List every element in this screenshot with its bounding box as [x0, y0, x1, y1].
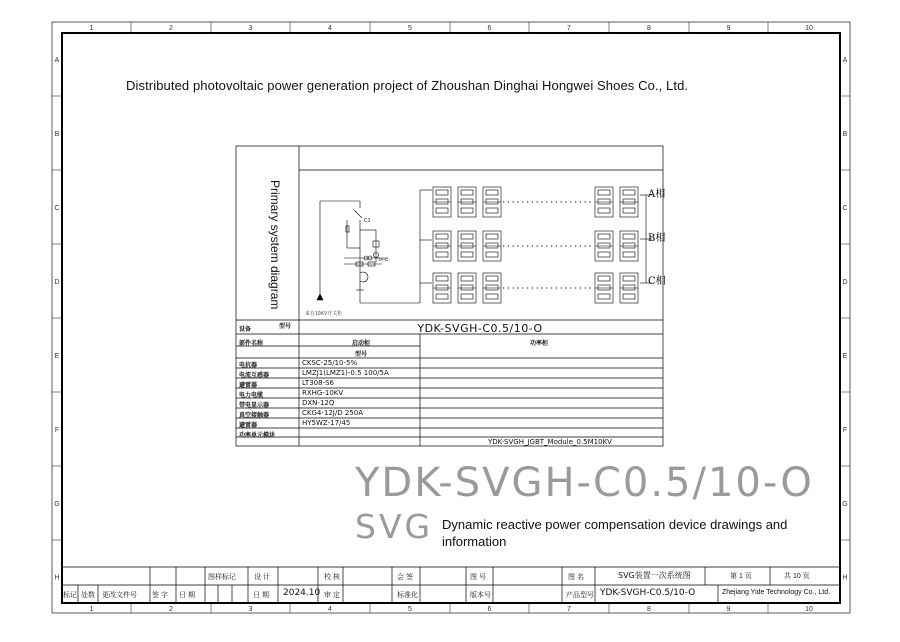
- grid-col-label: 8: [647, 606, 651, 613]
- grid-col-label: 4: [328, 606, 332, 613]
- param-label: 带电显示器: [239, 403, 270, 409]
- tb-approve: 审 定: [324, 592, 340, 599]
- param-label: 电流互感器: [239, 373, 270, 379]
- tb-check: 校 核: [324, 574, 340, 581]
- grid-col-label: 7: [567, 25, 571, 32]
- param-label: 功率单元模块: [239, 433, 276, 439]
- grid-col-label: 3: [248, 25, 253, 32]
- grid-col-label: 7: [567, 606, 571, 613]
- grid-col-label: 1: [89, 25, 94, 32]
- param-label: 真空接触器: [239, 413, 270, 419]
- tb-countersign: 会 签: [397, 574, 413, 581]
- grid-row-label: E: [54, 353, 60, 360]
- tb-date-1: 日 期: [179, 592, 195, 599]
- header-equipment: 设备: [239, 327, 252, 333]
- drawing-label: Primary system diagram: [268, 180, 282, 310]
- grid-row-label: H: [842, 574, 848, 582]
- tb-drawing-no: 图 号: [470, 574, 486, 581]
- grid-col-label: 9: [726, 25, 731, 32]
- grid-row-label: G: [842, 501, 848, 508]
- grid-col-label: 4: [328, 25, 332, 32]
- tb-sheet-total: 共 10 页: [784, 573, 810, 580]
- grid-row-label: H: [54, 574, 60, 582]
- grid-row-label: A: [54, 57, 60, 64]
- product-code: YDK-SVGH-C0.5/10-O: [355, 460, 814, 506]
- param-value: RXHG-10KV: [302, 389, 344, 397]
- grid-row-label: D: [54, 279, 60, 286]
- tb-standard: 标准化: [397, 592, 418, 599]
- grid-row-label: F: [842, 427, 848, 434]
- col-power: 功率柜: [530, 341, 549, 347]
- ct-label: TA-C: [378, 257, 389, 262]
- grid-col-label: 5: [408, 25, 412, 32]
- description: Dynamic reactive power compensation device drawings and information: [442, 517, 788, 549]
- param-value: CKG4-12J/D 250A: [302, 409, 363, 417]
- grid-row-label: E: [842, 353, 848, 360]
- header-model: 型号: [279, 324, 292, 330]
- grid-row-label: G: [54, 501, 60, 508]
- grid-row-label: B: [54, 131, 60, 138]
- param-label: 避雷器: [239, 423, 258, 429]
- tb-date-2: 日 期: [253, 592, 269, 599]
- tb-change-doc: 更改文件号: [102, 592, 137, 599]
- source-note: 来自10KV开关柜: [305, 311, 343, 317]
- param-label: 避雷器: [239, 383, 258, 389]
- tb-drawing-mark: 图样标记: [208, 574, 236, 581]
- tb-product-model: YDK-SVGH-C0.5/10-O: [600, 588, 696, 598]
- grid-row-label: D: [842, 279, 848, 286]
- project-title: Distributed photovoltaic power generation project of Zhoushan Dinghai Hongwei Shoes Co., Ltd.: [126, 78, 689, 93]
- phase-a-label: A相: [648, 189, 666, 200]
- inner-title: YDK-SVGH-C0.5/10-O: [417, 322, 543, 335]
- grid-col-label: 6: [487, 606, 492, 613]
- grid-col-label: 10: [805, 606, 813, 613]
- grid-row-label: C: [842, 205, 848, 212]
- grid-col-label: 2: [169, 25, 173, 32]
- grid-col-label: 3: [248, 606, 253, 613]
- tb-version: 版本号: [470, 592, 491, 599]
- param-value: CKSC-25/10-5%: [302, 359, 358, 367]
- tb-drawing-name: SVG装置一次系统图: [618, 571, 691, 580]
- col-startup: 启动柜: [352, 341, 371, 347]
- grid-col-label: 10: [805, 25, 813, 32]
- grid-col-label: 6: [487, 25, 492, 32]
- grid-row-label: A: [842, 57, 848, 64]
- system-diagram: [236, 146, 666, 446]
- module-value: YDK-SVGH_JGBT_Module_0.5M10KV: [488, 438, 612, 446]
- tb-sign: 签 字: [152, 592, 168, 599]
- param-value: HY5WZ-17/45: [302, 419, 351, 427]
- tb-sheet: 第 1 页: [730, 573, 752, 580]
- tb-company: Zhejiang Yide Technology Co., Ltd.: [722, 589, 831, 596]
- phase-c-label: C相: [648, 276, 666, 287]
- grid-row-label: B: [842, 131, 848, 138]
- param-value: LT308-S6: [302, 379, 334, 387]
- grid-row-label: F: [54, 427, 60, 434]
- phase-b-label: B相: [648, 233, 666, 244]
- grid-col-label: 9: [726, 606, 731, 613]
- grid-col-label: 2: [169, 606, 173, 613]
- tb-product-model-label: 产品型号: [566, 592, 594, 599]
- col-part-name: 部件名称: [239, 341, 264, 347]
- tb-design: 设 计: [254, 574, 270, 581]
- param-value: LMZJ1(LMZ1)-0.5 100/5A: [302, 369, 389, 377]
- grid-row-label: C: [54, 205, 60, 212]
- grid-col-label: 1: [89, 606, 94, 613]
- tb-drawing-name-label: 图 名: [568, 574, 584, 581]
- col-model: 型号: [355, 352, 368, 358]
- tb-mark: 标记: [63, 592, 77, 599]
- c1-label: C1: [364, 218, 371, 224]
- tb-count: 处数: [81, 592, 95, 599]
- param-label: 电力电缆: [239, 393, 264, 399]
- param-value: DXN-12Q: [302, 399, 335, 407]
- grid-col-label: 5: [408, 606, 412, 613]
- grid-col-label: 8: [647, 25, 651, 32]
- param-label: 电抗器: [239, 363, 258, 369]
- tb-date-value: 2024.10: [283, 588, 321, 598]
- product-svg: SVG: [355, 507, 434, 546]
